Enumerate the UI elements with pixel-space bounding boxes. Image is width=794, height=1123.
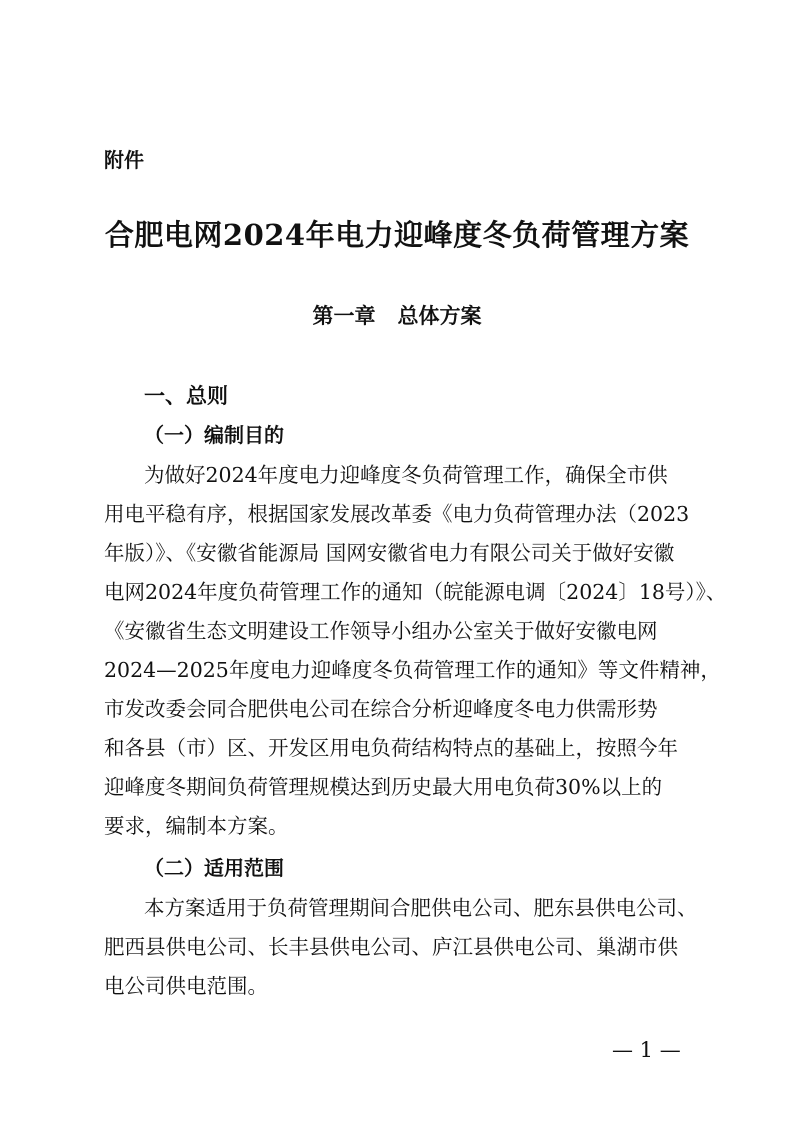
paragraph-line: 电网2024年度负荷管理工作的通知（皖能源电调〔2024〕18号）》、 — [104, 580, 727, 604]
paragraph-line: 《安徽省生态文明建设工作领导小组办公室关于做好安徽电网 — [104, 619, 658, 643]
paragraph-line: 要求，编制本方案。 — [104, 814, 289, 838]
paragraph-line: 和各县（市）区、开发区用电负荷结构特点的基础上，按照今年 — [104, 736, 678, 760]
paragraph-line: 2024—2025年度电力迎峰度冬负荷管理工作的通知》等文件精神， — [104, 658, 721, 682]
chapter-heading — [0, 300, 794, 330]
section-heading: 一、总则 — [144, 384, 228, 408]
paragraph-line: 用电平稳有序，根据国家发展改革委《电力负荷管理办法（2023 — [104, 502, 690, 526]
paragraph-line: 肥西县供电公司、长丰县供电公司、庐江县供电公司、巢湖市供 — [104, 935, 678, 959]
chapter-name: 总体方案 — [397, 304, 482, 328]
document-title: 合肥电网2024年电力迎峰度冬负荷管理方案 — [104, 218, 690, 252]
page-number: — 1 — — [612, 1038, 681, 1062]
paragraph-line: 本方案适用于负荷管理期间合肥供电公司、肥东县供电公司、 — [144, 896, 698, 920]
chapter-number: 第一章 — [312, 304, 376, 328]
paragraph-line: 电公司供电范围。 — [104, 974, 268, 998]
attachment-label: 附件 — [104, 148, 144, 172]
paragraph-line: 市发改委会同合肥供电公司在综合分析迎峰度冬电力供需形势 — [104, 697, 658, 721]
paragraph-line: 迎峰度冬期间负荷管理规模达到历史最大用电负荷30%以上的 — [104, 775, 663, 799]
paragraph-line: 年版）》、《安徽省能源局 国网安徽省电力有限公司关于做好安徽 — [104, 541, 675, 565]
subsection-heading-scope: （二）适用范围 — [144, 856, 284, 880]
paragraph-line: 为做好2024年度电力迎峰度冬负荷管理工作，确保全市供 — [144, 463, 668, 487]
subsection-heading-purpose: （一）编制目的 — [144, 423, 284, 447]
